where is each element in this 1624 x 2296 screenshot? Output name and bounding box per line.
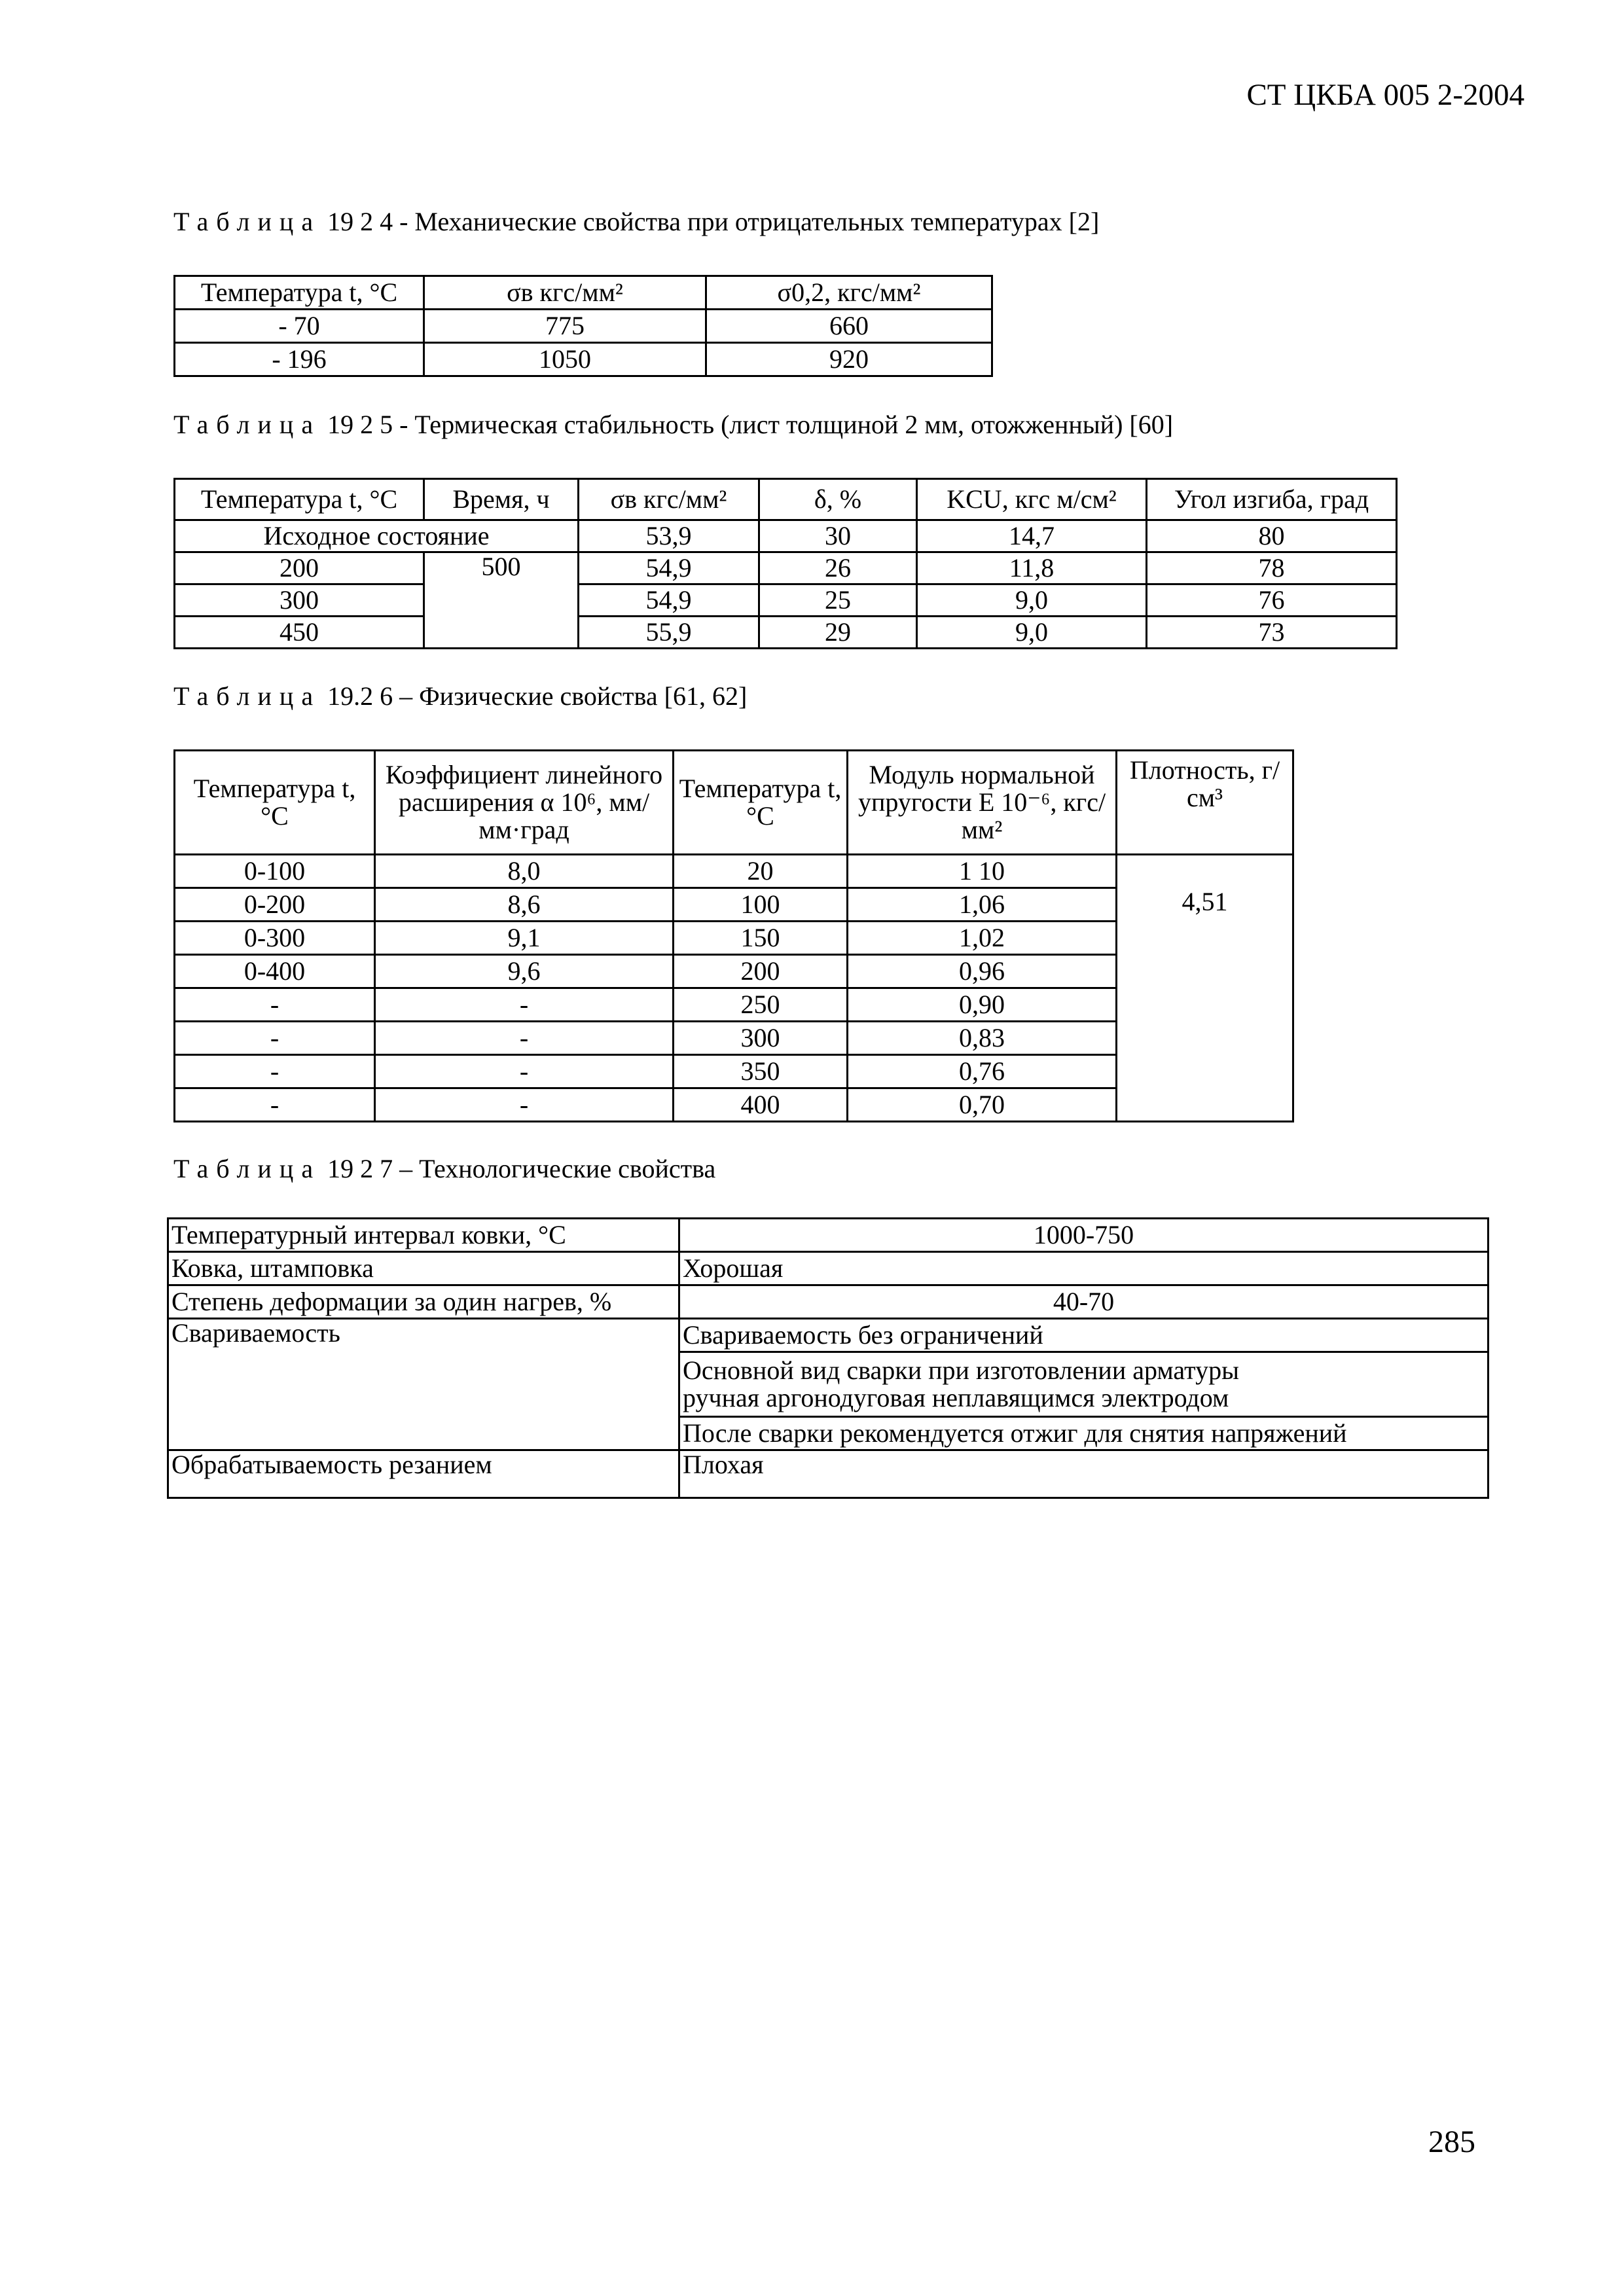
cell: 0,70: [848, 1088, 1117, 1122]
table-19-27-caption: Таблица 19 2 7 – Технологические свойства: [173, 1154, 716, 1183]
cell: 0,90: [848, 988, 1117, 1022]
cell: 0-300: [175, 922, 375, 955]
value-cell: Хорошая: [679, 1252, 1489, 1285]
cell: -: [175, 988, 375, 1022]
cell: 1,06: [848, 888, 1117, 922]
table-row: [175, 617, 1397, 649]
label-cell: Температурный интервал ковки, °С: [168, 1219, 679, 1252]
density-value: 4,51: [1117, 855, 1293, 1122]
table-row: [168, 1450, 1489, 1498]
cell: -: [375, 1055, 674, 1088]
cell: 26: [759, 552, 917, 584]
table-row: [175, 552, 1397, 584]
header-expansion-coef: Коэффициент линейного расширения α 10⁶, мм/мм·град: [375, 751, 674, 855]
cell: 29: [759, 617, 917, 649]
value-cell: После сварки рекомендуется отжиг для снятия напряжений: [679, 1417, 1489, 1450]
cell: 660: [706, 310, 992, 343]
cell: 9,0: [917, 584, 1147, 617]
cell: 920: [706, 343, 992, 376]
cell: 76: [1147, 584, 1397, 617]
cell: 54,9: [579, 584, 759, 617]
header-bend-angle: Угол изгиба, град: [1147, 479, 1397, 520]
header-temperature-2: Температура t, °С: [674, 751, 848, 855]
cell: -: [175, 1055, 375, 1088]
cell: 0-100: [175, 855, 375, 888]
header-sigma-02: σ0,2, кгс/мм²: [706, 276, 992, 310]
cell: 0,96: [848, 955, 1117, 988]
document-code: СТ ЦКБА 005 2-2004: [1246, 78, 1525, 112]
cell: 54,9: [579, 552, 759, 584]
cell: 53,9: [579, 520, 759, 552]
value-cell: Свариваемость без ограничений: [679, 1319, 1489, 1352]
table-row: [168, 1285, 1489, 1319]
cell: -: [175, 1088, 375, 1122]
weld-line-1: Основной вид сварки при изготовлении арматуры: [683, 1355, 1239, 1385]
cell: 450: [175, 617, 424, 649]
cell: 80: [1147, 520, 1397, 552]
table-19-26-caption: Таблица 19.2 6 – Физические свойства [61, 62]: [173, 681, 748, 711]
header-temperature-1: Температура t, °С: [175, 751, 375, 855]
table-19-24-caption: Таблица 19 2 4 - Механические свойства при отрицательных температурах [2]: [173, 207, 1100, 236]
cell: 14,7: [917, 520, 1147, 552]
cell: 775: [424, 310, 706, 343]
cell: 0-200: [175, 888, 375, 922]
cell: -: [375, 1022, 674, 1055]
cell: - 70: [175, 310, 424, 343]
cell: -: [375, 988, 674, 1022]
cell: 150: [674, 922, 848, 955]
value-cell: 40-70: [679, 1285, 1489, 1319]
value-cell: [679, 1352, 1489, 1417]
cell: 1050: [424, 343, 706, 376]
table-row: [175, 520, 1397, 552]
header-kcu: KCU, кгс м/см²: [917, 479, 1147, 520]
cell: 350: [674, 1055, 848, 1088]
header-elastic-modulus: Модуль нормальной упругости Е 10⁻⁶, кгс/мм²: [848, 751, 1117, 855]
cell: 0-400: [175, 955, 375, 988]
cell: -: [175, 1022, 375, 1055]
table-row: [175, 855, 1293, 888]
cell: 100: [674, 888, 848, 922]
weld-line-2: ручная аргонодуговая неплавящимся электродом: [683, 1383, 1229, 1412]
cell: 400: [674, 1088, 848, 1122]
cell: 73: [1147, 617, 1397, 649]
header-sigma-b: σв кгс/мм²: [579, 479, 759, 520]
cell: 0,76: [848, 1055, 1117, 1088]
cell: 8,0: [375, 855, 674, 888]
cell: 300: [674, 1022, 848, 1055]
cell: -: [375, 1088, 674, 1122]
cell: 1,02: [848, 922, 1117, 955]
cell: 200: [674, 955, 848, 988]
initial-state-label: Исходное состояние: [175, 520, 579, 552]
table-row: [168, 1219, 1489, 1252]
table-19-27: [167, 1217, 1489, 1499]
table-header-row: [175, 751, 1293, 855]
table-19-25-caption: Таблица 19 2 5 - Термическая стабильность (лист толщиной 2 мм, отожженный) [60]: [173, 410, 1174, 439]
cell: 8,6: [375, 888, 674, 922]
cell: 9,0: [917, 617, 1147, 649]
header-time: Время, ч: [424, 479, 579, 520]
cell: 0,83: [848, 1022, 1117, 1055]
header-sigma-b: σв кгс/мм²: [424, 276, 706, 310]
value-cell: Плохая: [679, 1450, 1489, 1498]
cell: 55,9: [579, 617, 759, 649]
header-density: Плотность, г/см³: [1117, 751, 1293, 855]
cell: 9,1: [375, 922, 674, 955]
header-delta: δ, %: [759, 479, 917, 520]
cell: 25: [759, 584, 917, 617]
table-row: [168, 1252, 1489, 1285]
table-header-row: [175, 276, 992, 310]
table-row: [175, 584, 1397, 617]
label-cell: Свариваемость: [168, 1319, 679, 1450]
cell: 200: [175, 552, 424, 584]
cell: 20: [674, 855, 848, 888]
page-number: 285: [1428, 2125, 1475, 2159]
table-header-row: [175, 479, 1397, 520]
cell: 78: [1147, 552, 1397, 584]
cell: 30: [759, 520, 917, 552]
cell: 9,6: [375, 955, 674, 988]
label-cell: Степень деформации за один нагрев, %: [168, 1285, 679, 1319]
label-cell: Обрабатываемость резанием: [168, 1450, 679, 1498]
cell: 1 10: [848, 855, 1117, 888]
header-temperature: Температура t, °С: [175, 276, 424, 310]
header-temperature: Температура t, °С: [175, 479, 424, 520]
cell: - 196: [175, 343, 424, 376]
time-cell: 500: [424, 552, 579, 649]
cell: 11,8: [917, 552, 1147, 584]
value-cell: 1000-750: [679, 1219, 1489, 1252]
table-row: [175, 343, 992, 376]
table-19-25: [173, 478, 1398, 649]
table-row: [168, 1319, 1489, 1352]
cell: 250: [674, 988, 848, 1022]
table-19-26: [173, 749, 1294, 1122]
cell: 300: [175, 584, 424, 617]
table-row: [175, 310, 992, 343]
table-19-24: [173, 275, 993, 377]
label-cell: Ковка, штамповка: [168, 1252, 679, 1285]
